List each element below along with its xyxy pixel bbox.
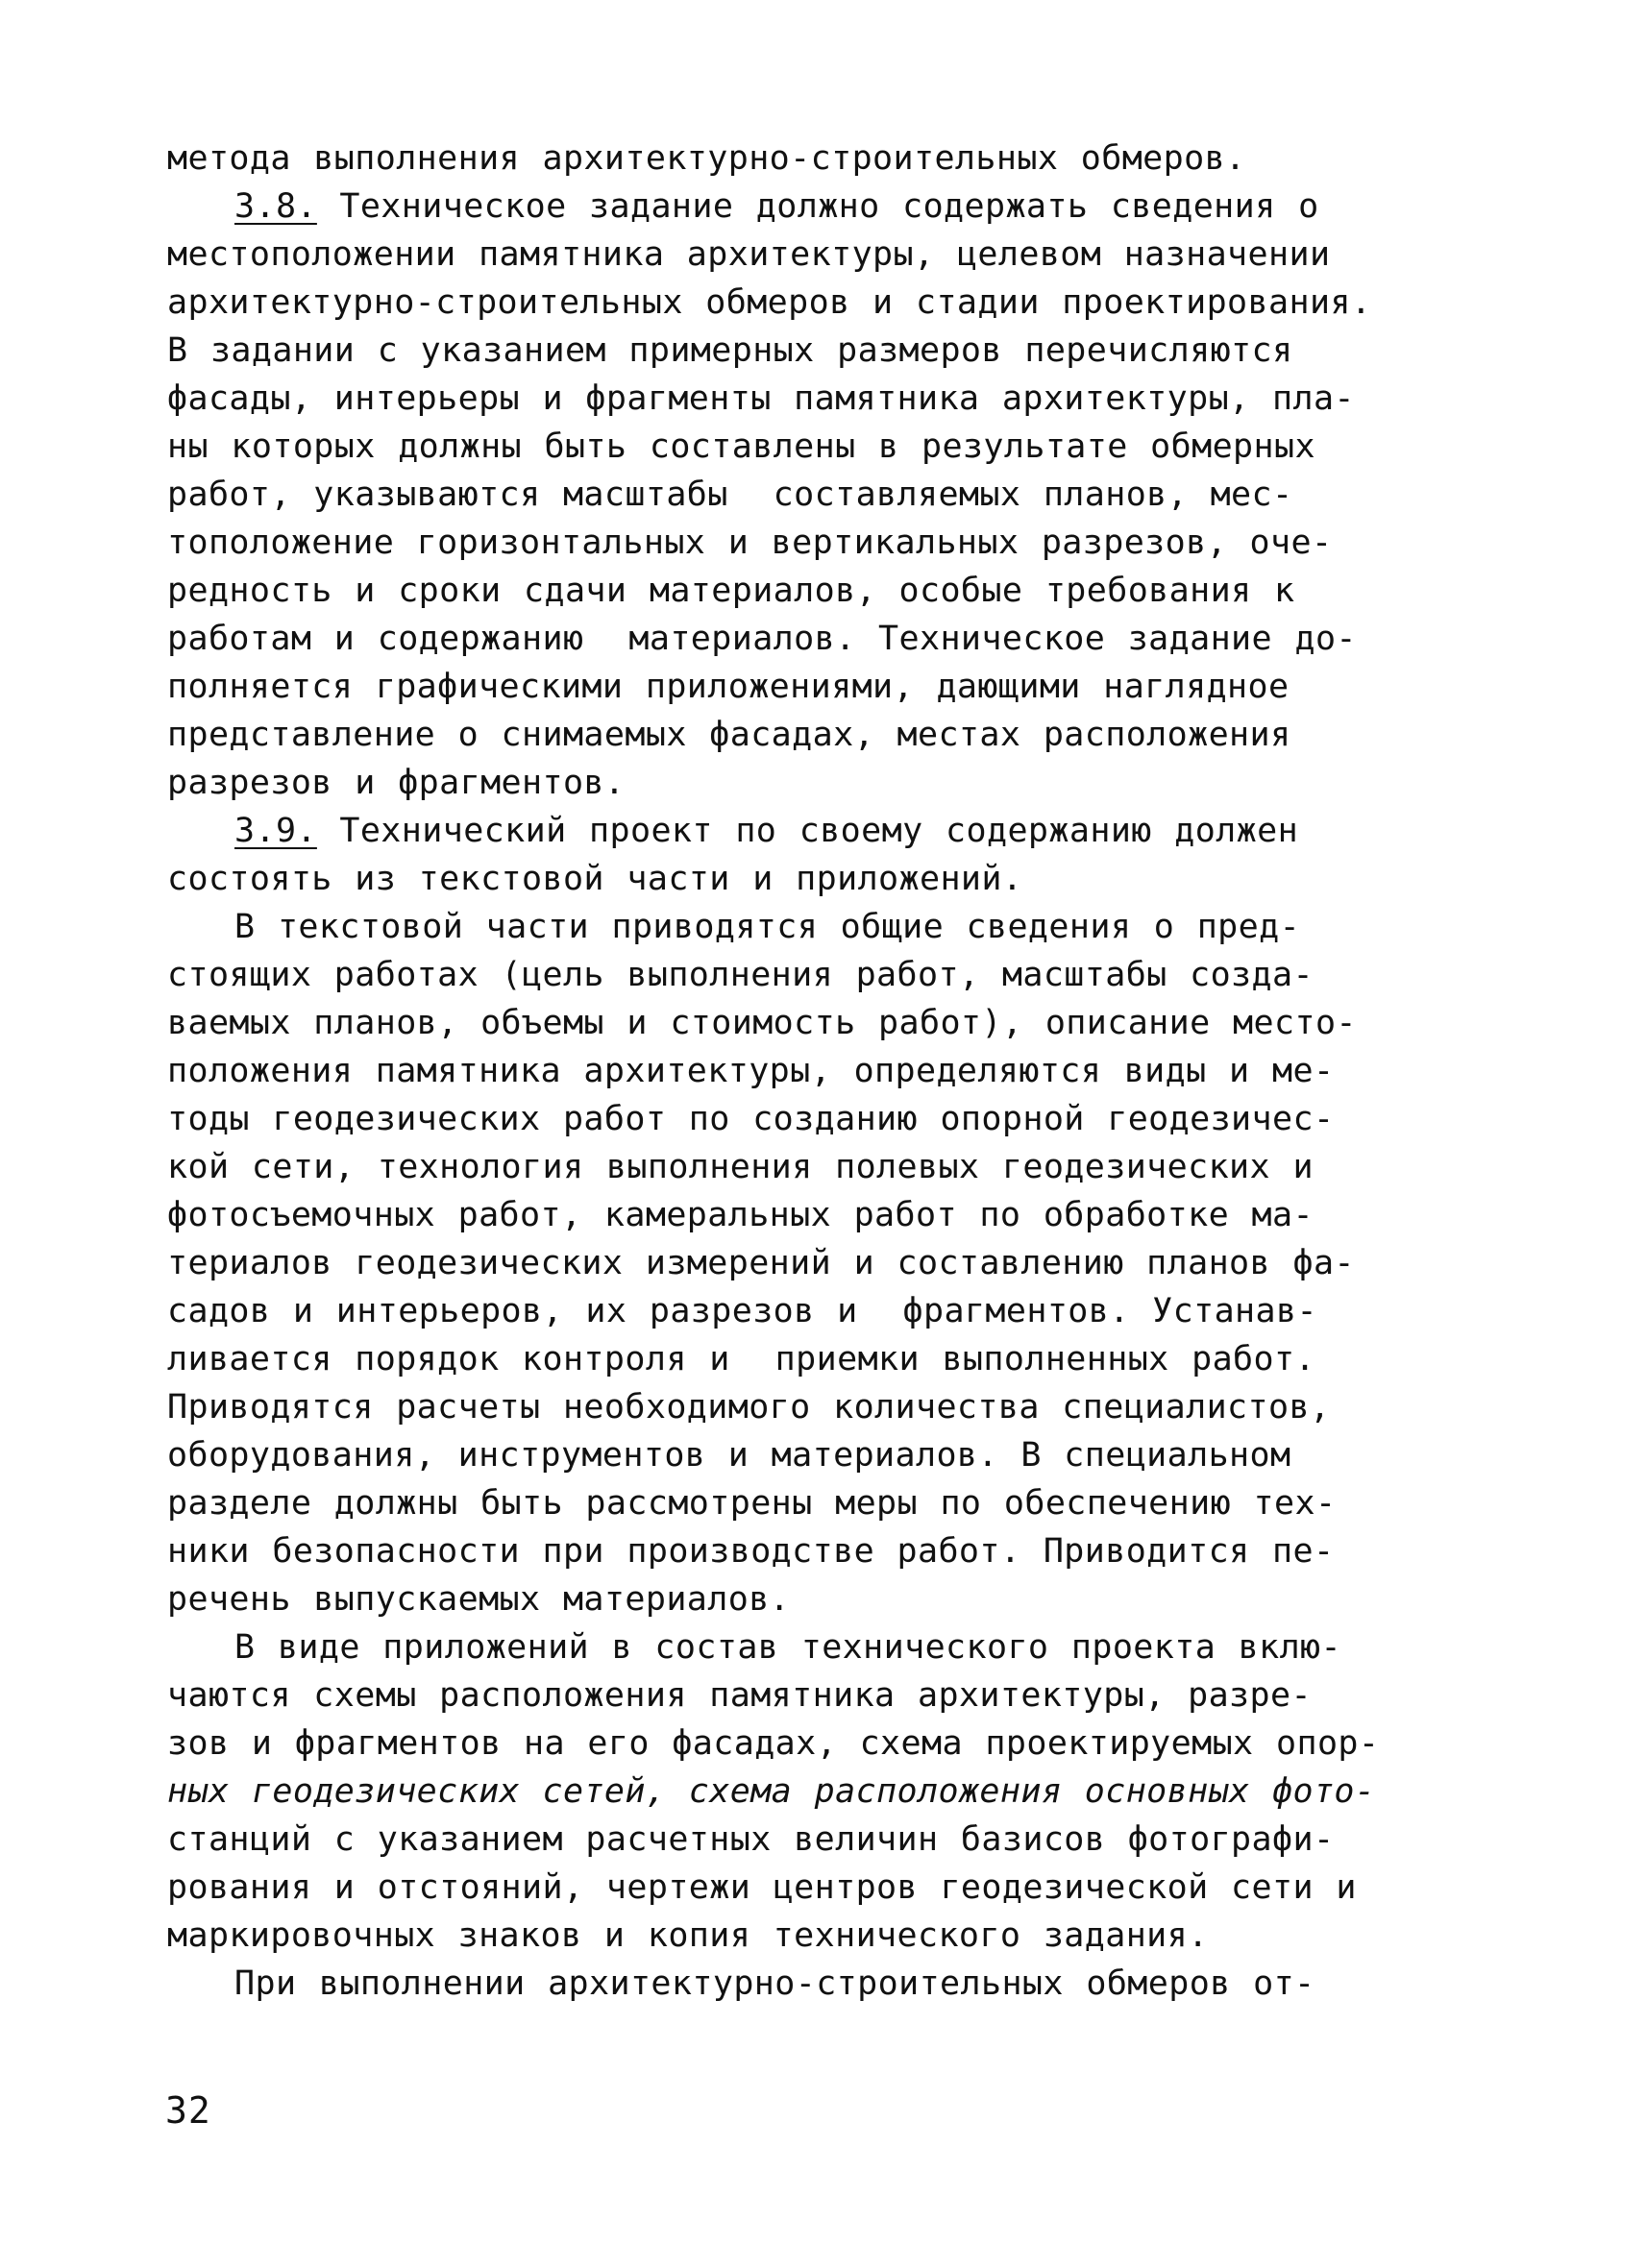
page-number: 32 (165, 2089, 211, 2132)
text-line: В виде приложений в состав технического проекта вклю- (234, 1628, 1342, 1667)
text-line: ных геодезических сетей, схема расположения основных фото- (167, 1772, 1376, 1811)
text-line: речень выпускаемых материалов. (167, 1580, 791, 1619)
text-line: териалов геодезических измерений и составлению планов фа- (167, 1244, 1355, 1282)
text-line: ливается порядок контроля и приемки выполненных работ. (167, 1340, 1315, 1378)
text-line: ны которых должны быть составлены в результате обмерных (167, 427, 1315, 466)
text-line: станций с указанием расчетных величин базисов фотографи- (167, 1820, 1335, 1859)
text-line: разделе должны быть рассмотрены меры по обеспечению тех- (167, 1484, 1337, 1523)
text-line: рования и отстояний, чертежи центров геодезической сети и (167, 1868, 1357, 1907)
text-line: представление о снимаемых фасадах, местах расположения (167, 716, 1291, 754)
text-line: ваемых планов, объемы и стоимость работ), описание место- (167, 1004, 1357, 1042)
section-number: 3.9. (234, 812, 317, 850)
text-line-content: Техническое задание должно содержать сведения о (316, 187, 1319, 226)
text-line: тоположение горизонтальных и вертикальных разрезов, оче- (167, 524, 1333, 562)
text-line: стоящих работах (цель выполнения работ, масштабы созда- (167, 956, 1314, 994)
section-number: 3.8. (234, 187, 317, 226)
text-line: местоположении памятника архитектуры, целевом назначении (167, 235, 1331, 274)
text-line: фотосъемочных работ, камеральных работ по обработке ма- (167, 1196, 1314, 1234)
text-line: разрезов и фрагментов. (167, 764, 626, 802)
text-line: садов и интерьеров, их разрезов и фрагментов. Устанав- (167, 1292, 1317, 1330)
text-line: архитектурно-строительных обмеров и стадии проектирования. (167, 283, 1372, 322)
text-line: кой сети, технология выполнения полевых геодезических и (167, 1148, 1314, 1186)
text-line: В задании с указанием примерных размеров перечисляются (167, 331, 1293, 370)
text-line (167, 183, 1493, 231)
text-line-content: Технический проект по своему содержанию должен (316, 812, 1299, 850)
text-line: тоды геодезических работ по созданию опорной геодезичес- (167, 1100, 1335, 1138)
text-line: Приводятся расчеты необходимого количества специалистов, (167, 1388, 1331, 1427)
text-line: фасады, интерьеры и фрагменты памятника архитектуры, пла- (167, 379, 1355, 418)
body-text (167, 134, 1493, 2008)
text-line: редность и сроки сдачи материалов, особые требования к (167, 572, 1295, 610)
text-line: В текстовой части приводятся общие сведения о пред- (234, 908, 1301, 946)
text-line: состоять из текстовой части и приложений. (167, 860, 1023, 898)
text-line: маркировочных знаков и копия технического задания. (167, 1916, 1209, 1955)
text-line: чаются схемы расположения памятника архитектуры, разре- (167, 1676, 1312, 1715)
text-line: ники безопасности при производстве работ. Приводится пе- (167, 1532, 1335, 1571)
text-line: положения памятника архитектуры, определяются виды и ме- (167, 1052, 1335, 1090)
text-line: оборудования, инструментов и материалов. В специальном (167, 1436, 1291, 1475)
text-line: При выполнении архитектурно-строительных обмеров от- (234, 1964, 1315, 2003)
text-line: работам и содержанию материалов. Техническое задание до- (167, 620, 1357, 658)
text-line (167, 807, 1493, 855)
text-line: работ, указываются масштабы составляемых планов, мес- (167, 476, 1293, 514)
text-line: полняется графическими приложениями, дающими наглядное (167, 668, 1290, 706)
text-line: зов и фрагментов на его фасадах, схема проектируемых опор- (167, 1724, 1380, 1763)
text-line: метода выполнения архитектурно-строительных обмеров. (167, 139, 1246, 178)
